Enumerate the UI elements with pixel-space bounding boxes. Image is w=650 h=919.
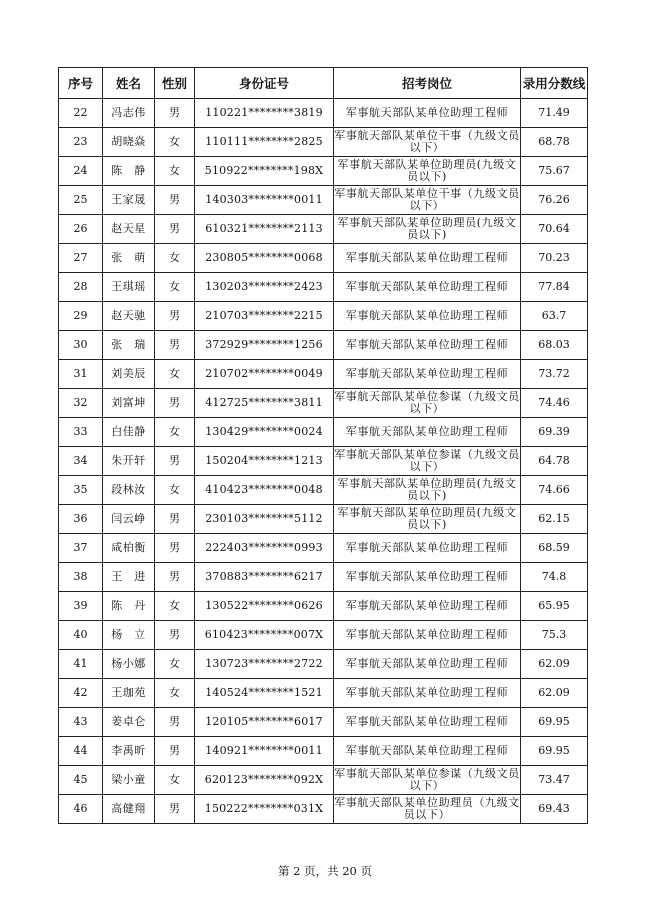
cell-position: 军事航天部队某单位干事（九级文员以下） bbox=[334, 128, 521, 157]
cell-score: 69.95 bbox=[521, 708, 588, 737]
cell-no: 24 bbox=[59, 157, 103, 186]
cell-gender: 男 bbox=[155, 534, 195, 563]
cell-no: 30 bbox=[59, 331, 103, 360]
table-row bbox=[59, 679, 588, 708]
cell-id-number: 130429********0024 bbox=[195, 418, 334, 447]
cell-id-number: 140303********0011 bbox=[195, 186, 334, 215]
cell-name: 赵天驰 bbox=[103, 302, 155, 331]
cell-id-number: 140524********1521 bbox=[195, 679, 334, 708]
cell-no: 43 bbox=[59, 708, 103, 737]
table-row bbox=[59, 476, 588, 505]
cell-id-number: 510922********198X bbox=[195, 157, 334, 186]
header-id: 身份证号 bbox=[195, 68, 334, 99]
cell-no: 46 bbox=[59, 795, 103, 824]
cell-name: 梁小童 bbox=[103, 766, 155, 795]
cell-id-number: 130723********2722 bbox=[195, 650, 334, 679]
cell-no: 28 bbox=[59, 273, 103, 302]
cell-score: 68.59 bbox=[521, 534, 588, 563]
table-row bbox=[59, 447, 588, 476]
cell-no: 32 bbox=[59, 389, 103, 418]
cell-gender: 女 bbox=[155, 360, 195, 389]
cell-gender: 男 bbox=[155, 331, 195, 360]
table-row bbox=[59, 505, 588, 534]
cell-id-number: 150204********1213 bbox=[195, 447, 334, 476]
cell-position: 军事航天部队某单位助理工程师 bbox=[334, 418, 521, 447]
cell-score: 70.23 bbox=[521, 244, 588, 273]
cell-score: 73.72 bbox=[521, 360, 588, 389]
cell-gender: 男 bbox=[155, 708, 195, 737]
header-score: 录用分数线 bbox=[521, 68, 588, 99]
cell-gender: 男 bbox=[155, 795, 195, 824]
cell-position: 军事航天部队某单位助理工程师 bbox=[334, 302, 521, 331]
cell-id-number: 130522********0626 bbox=[195, 592, 334, 621]
cell-gender: 女 bbox=[155, 650, 195, 679]
cell-no: 44 bbox=[59, 737, 103, 766]
cell-position: 军事航天部队某单位助理工程师 bbox=[334, 708, 521, 737]
cell-id-number: 110111********2825 bbox=[195, 128, 334, 157]
table-row bbox=[59, 534, 588, 563]
cell-position: 军事航天部队某单位干事（九级文员以下） bbox=[334, 186, 521, 215]
cell-gender: 女 bbox=[155, 592, 195, 621]
cell-gender: 女 bbox=[155, 157, 195, 186]
cell-name: 朱开轩 bbox=[103, 447, 155, 476]
cell-no: 39 bbox=[59, 592, 103, 621]
cell-id-number: 130203********2423 bbox=[195, 273, 334, 302]
cell-score: 74.8 bbox=[521, 563, 588, 592]
cell-position: 军事航天部队某单位助理工程师 bbox=[334, 360, 521, 389]
cell-score: 68.03 bbox=[521, 331, 588, 360]
table-row bbox=[59, 302, 588, 331]
table-row bbox=[59, 389, 588, 418]
cell-gender: 男 bbox=[155, 302, 195, 331]
cell-position: 军事航天部队某单位参谋（九级文员以下） bbox=[334, 447, 521, 476]
cell-name: 张 瑞 bbox=[103, 331, 155, 360]
cell-name: 胡晓焱 bbox=[103, 128, 155, 157]
cell-name: 杨小娜 bbox=[103, 650, 155, 679]
table-row bbox=[59, 621, 588, 650]
cell-no: 29 bbox=[59, 302, 103, 331]
cell-name: 杨 立 bbox=[103, 621, 155, 650]
cell-name: 王珈苑 bbox=[103, 679, 155, 708]
cell-no: 36 bbox=[59, 505, 103, 534]
cell-score: 69.43 bbox=[521, 795, 588, 824]
cell-no: 31 bbox=[59, 360, 103, 389]
table-row bbox=[59, 128, 588, 157]
cell-id-number: 222403********0993 bbox=[195, 534, 334, 563]
cell-score: 62.09 bbox=[521, 650, 588, 679]
cell-no: 33 bbox=[59, 418, 103, 447]
cell-name: 王琪瑶 bbox=[103, 273, 155, 302]
cell-id-number: 610321********2113 bbox=[195, 215, 334, 244]
table-row bbox=[59, 186, 588, 215]
table-row bbox=[59, 708, 588, 737]
cell-gender: 女 bbox=[155, 679, 195, 708]
cell-id-number: 150222********031X bbox=[195, 795, 334, 824]
cell-id-number: 210702********0049 bbox=[195, 360, 334, 389]
cell-id-number: 120105********6017 bbox=[195, 708, 334, 737]
header-name: 姓名 bbox=[103, 68, 155, 99]
cell-score: 68.78 bbox=[521, 128, 588, 157]
cell-name: 段林汝 bbox=[103, 476, 155, 505]
cell-position: 军事航天部队某单位助理工程师 bbox=[334, 534, 521, 563]
table-row bbox=[59, 331, 588, 360]
table-header bbox=[59, 68, 588, 99]
cell-name: 冯志伟 bbox=[103, 99, 155, 128]
cell-score: 74.66 bbox=[521, 476, 588, 505]
cell-score: 70.64 bbox=[521, 215, 588, 244]
cell-no: 22 bbox=[59, 99, 103, 128]
cell-position: 军事航天部队某单位助理员(九级文员以下) bbox=[334, 505, 521, 534]
page-footer: 第 2 页，共 20 页 bbox=[277, 864, 373, 878]
cell-gender: 女 bbox=[155, 244, 195, 273]
cell-gender: 女 bbox=[155, 766, 195, 795]
cell-no: 41 bbox=[59, 650, 103, 679]
cell-no: 35 bbox=[59, 476, 103, 505]
cell-no: 23 bbox=[59, 128, 103, 157]
cell-no: 27 bbox=[59, 244, 103, 273]
cell-name: 刘富坤 bbox=[103, 389, 155, 418]
table-row bbox=[59, 650, 588, 679]
cell-no: 26 bbox=[59, 215, 103, 244]
table-row bbox=[59, 766, 588, 795]
table-row bbox=[59, 795, 588, 824]
cell-position: 军事航天部队某单位助理工程师 bbox=[334, 650, 521, 679]
cell-id-number: 372929********1256 bbox=[195, 331, 334, 360]
cell-no: 25 bbox=[59, 186, 103, 215]
cell-score: 73.47 bbox=[521, 766, 588, 795]
cell-score: 69.95 bbox=[521, 737, 588, 766]
cell-score: 65.95 bbox=[521, 592, 588, 621]
table-body bbox=[59, 99, 588, 824]
table-row bbox=[59, 360, 588, 389]
table-row bbox=[59, 273, 588, 302]
cell-no: 40 bbox=[59, 621, 103, 650]
cell-gender: 男 bbox=[155, 621, 195, 650]
cell-score: 77.84 bbox=[521, 273, 588, 302]
cell-gender: 女 bbox=[155, 476, 195, 505]
cell-name: 王 进 bbox=[103, 563, 155, 592]
cell-id-number: 230805********0068 bbox=[195, 244, 334, 273]
header-gender: 性别 bbox=[155, 68, 195, 99]
admission-table bbox=[58, 67, 588, 824]
cell-gender: 女 bbox=[155, 128, 195, 157]
table-row bbox=[59, 563, 588, 592]
cell-score: 74.46 bbox=[521, 389, 588, 418]
table-row bbox=[59, 157, 588, 186]
cell-position: 军事航天部队某单位助理员（九级文员以下） bbox=[334, 795, 521, 824]
header-row bbox=[59, 68, 588, 99]
cell-no: 38 bbox=[59, 563, 103, 592]
cell-gender: 男 bbox=[155, 563, 195, 592]
cell-score: 75.3 bbox=[521, 621, 588, 650]
cell-gender: 男 bbox=[155, 215, 195, 244]
cell-id-number: 140921********0011 bbox=[195, 737, 334, 766]
cell-name: 王家晟 bbox=[103, 186, 155, 215]
cell-name: 陈 丹 bbox=[103, 592, 155, 621]
cell-name: 赵天星 bbox=[103, 215, 155, 244]
cell-name: 张 萌 bbox=[103, 244, 155, 273]
cell-position: 军事航天部队某单位助理工程师 bbox=[334, 99, 521, 128]
table-row bbox=[59, 418, 588, 447]
cell-name: 陈 静 bbox=[103, 157, 155, 186]
cell-position: 军事航天部队某单位参谋（九级文员以下） bbox=[334, 766, 521, 795]
cell-position: 军事航天部队某单位助理员(九级文员以下) bbox=[334, 157, 521, 186]
cell-id-number: 412725********3811 bbox=[195, 389, 334, 418]
cell-gender: 女 bbox=[155, 418, 195, 447]
cell-score: 71.49 bbox=[521, 99, 588, 128]
table-row bbox=[59, 244, 588, 273]
cell-id-number: 210703********2215 bbox=[195, 302, 334, 331]
cell-position: 军事航天部队某单位助理工程师 bbox=[334, 621, 521, 650]
cell-id-number: 410423********0048 bbox=[195, 476, 334, 505]
cell-name: 高健翔 bbox=[103, 795, 155, 824]
cell-position: 军事航天部队某单位助理员(九级文员以下) bbox=[334, 476, 521, 505]
cell-name: 刘美辰 bbox=[103, 360, 155, 389]
cell-name: 咸柏衡 bbox=[103, 534, 155, 563]
header-no: 序号 bbox=[59, 68, 103, 99]
cell-score: 63.7 bbox=[521, 302, 588, 331]
cell-position: 军事航天部队某单位参谋（九级文员以下） bbox=[334, 389, 521, 418]
cell-name: 白佳静 bbox=[103, 418, 155, 447]
cell-no: 45 bbox=[59, 766, 103, 795]
cell-score: 75.67 bbox=[521, 157, 588, 186]
cell-gender: 男 bbox=[155, 737, 195, 766]
cell-position: 军事航天部队某单位助理工程师 bbox=[334, 244, 521, 273]
cell-score: 76.26 bbox=[521, 186, 588, 215]
cell-id-number: 370883********6217 bbox=[195, 563, 334, 592]
table-row bbox=[59, 737, 588, 766]
cell-no: 37 bbox=[59, 534, 103, 563]
cell-score: 62.09 bbox=[521, 679, 588, 708]
table-row bbox=[59, 215, 588, 244]
cell-position: 军事航天部队某单位助理工程师 bbox=[334, 563, 521, 592]
cell-gender: 男 bbox=[155, 99, 195, 128]
cell-gender: 男 bbox=[155, 186, 195, 215]
cell-position: 军事航天部队某单位助理员(九级文员以下) bbox=[334, 215, 521, 244]
cell-position: 军事航天部队某单位助理工程师 bbox=[334, 331, 521, 360]
table-row bbox=[59, 99, 588, 128]
table-row bbox=[59, 592, 588, 621]
cell-position: 军事航天部队某单位助理工程师 bbox=[334, 679, 521, 708]
cell-id-number: 620123********092X bbox=[195, 766, 334, 795]
cell-gender: 女 bbox=[155, 273, 195, 302]
cell-id-number: 610423********007X bbox=[195, 621, 334, 650]
cell-position: 军事航天部队某单位助理工程师 bbox=[334, 737, 521, 766]
cell-score: 64.78 bbox=[521, 447, 588, 476]
cell-id-number: 110221********3819 bbox=[195, 99, 334, 128]
cell-no: 42 bbox=[59, 679, 103, 708]
cell-name: 闫云峥 bbox=[103, 505, 155, 534]
cell-score: 69.39 bbox=[521, 418, 588, 447]
cell-gender: 男 bbox=[155, 447, 195, 476]
cell-id-number: 230103********5112 bbox=[195, 505, 334, 534]
cell-no: 34 bbox=[59, 447, 103, 476]
cell-gender: 男 bbox=[155, 389, 195, 418]
cell-position: 军事航天部队某单位助理工程师 bbox=[334, 273, 521, 302]
header-position: 招考岗位 bbox=[334, 68, 521, 99]
cell-name: 姜卓仑 bbox=[103, 708, 155, 737]
cell-score: 62.15 bbox=[521, 505, 588, 534]
cell-name: 李禹昕 bbox=[103, 737, 155, 766]
cell-gender: 男 bbox=[155, 505, 195, 534]
cell-position: 军事航天部队某单位助理工程师 bbox=[334, 592, 521, 621]
